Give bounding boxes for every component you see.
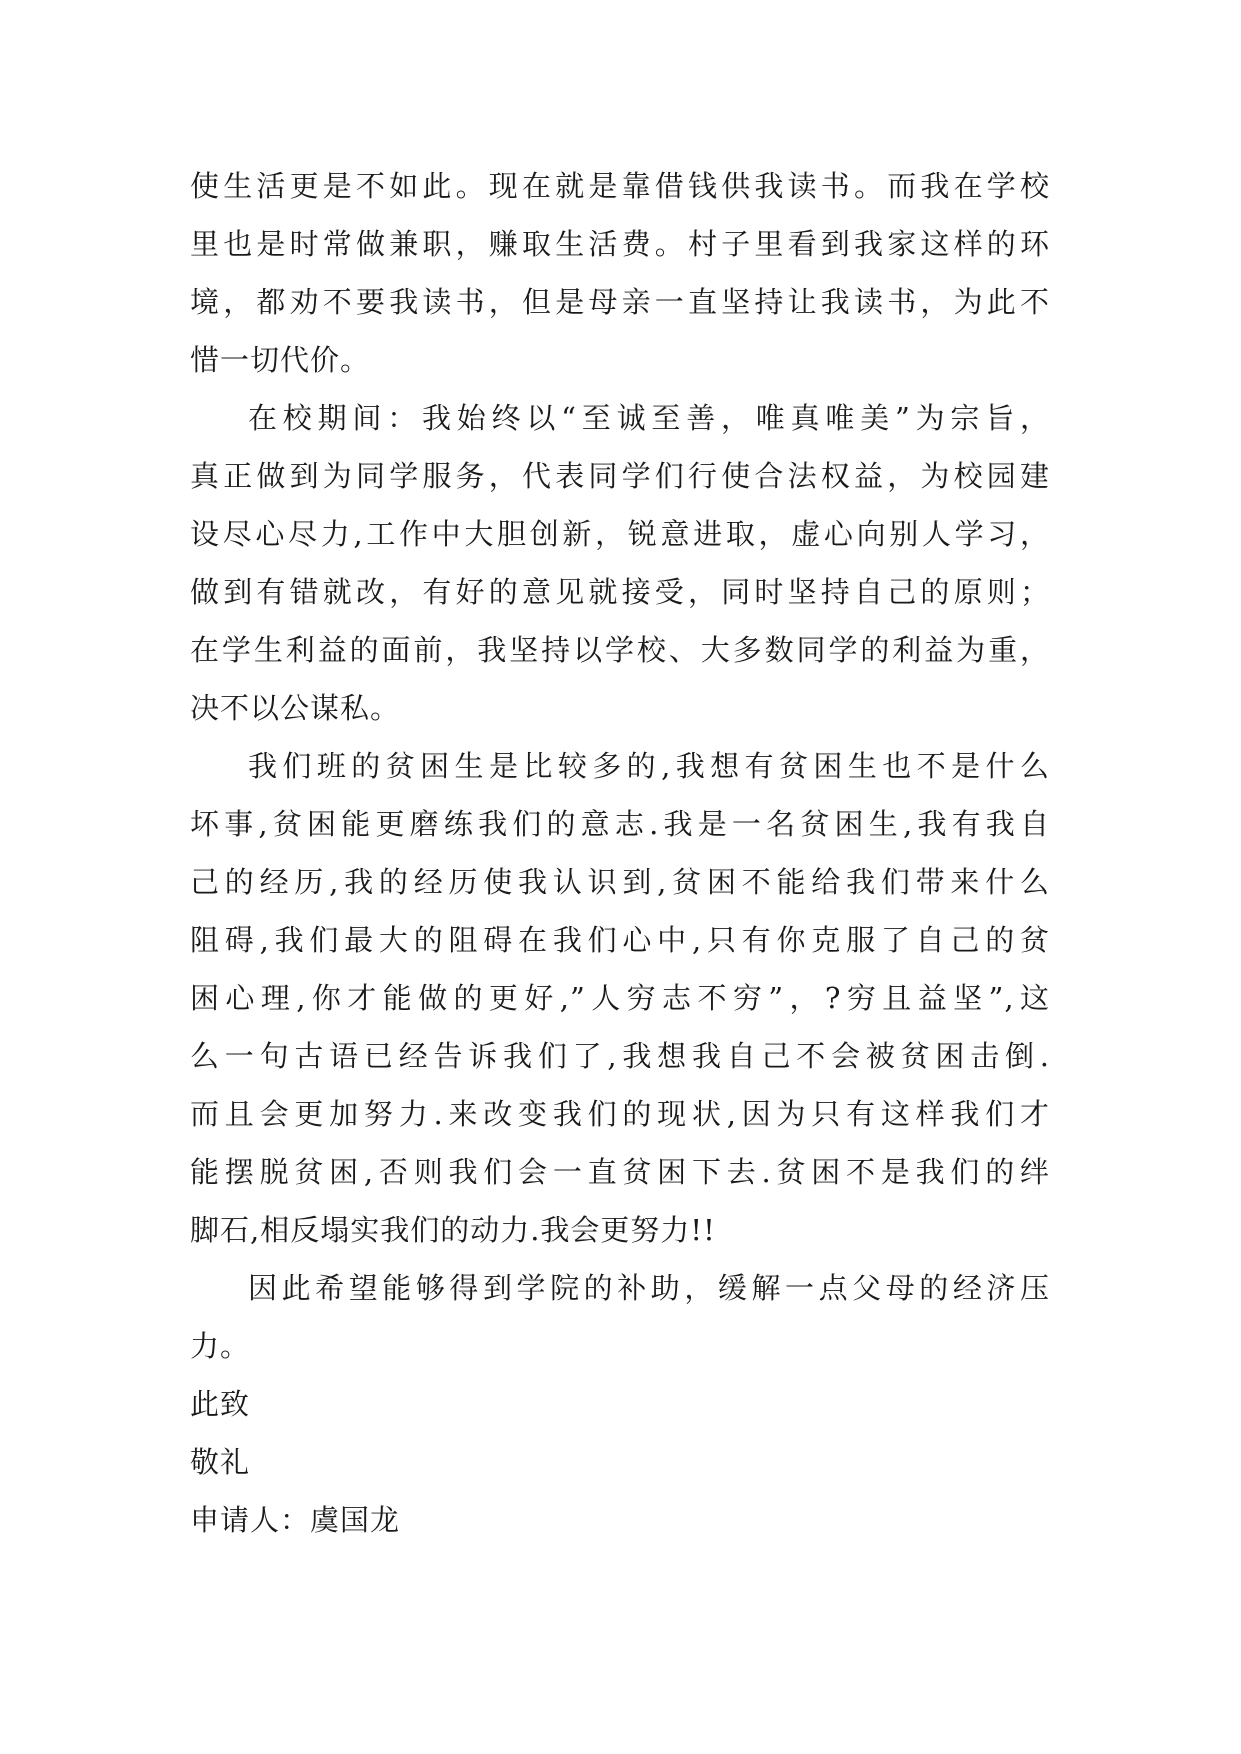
text-line: 能摆脱贫困,否则我们会一直贫困下去.贫困不是我们的绊 <box>190 1155 1050 1189</box>
text-line: 力。 <box>190 1329 251 1363</box>
applicant-signature: 申请人：虞国龙 <box>190 1503 401 1537</box>
text-line: 在学生利益的面前，我坚持以学校、大多数同学的利益为重， <box>190 633 1050 667</box>
paragraphs <box>190 157 1050 1375</box>
paragraph <box>190 389 1050 737</box>
closing-salutation-2: 敬礼 <box>190 1445 251 1479</box>
text-line: 么一句古语已经告诉我们了,我想我自己不会被贫困击倒. <box>190 1039 1050 1073</box>
text-line: 使生活更是不如此。现在就是靠借钱供我读书。而我在学校 <box>190 169 1050 203</box>
text-line: 在校期间：我始终以“至诚至善，唯真唯美”为宗旨， <box>248 401 1050 435</box>
text-line: 己的经历,我的经历使我认识到,贫困不能给我们带来什么 <box>190 865 1050 899</box>
text-line: 做到有错就改，有好的意见就接受，同时坚持自己的原则； <box>190 575 1050 609</box>
text-line: 坏事,贫困能更磨练我们的意志.我是一名贫困生,我有我自 <box>190 807 1050 841</box>
text-line: 里也是时常做兼职，赚取生活费。村子里看到我家这样的环 <box>190 227 1050 261</box>
paragraph <box>190 737 1050 1259</box>
text-line: 真正做到为同学服务，代表同学们行使合法权益，为校园建 <box>190 459 1050 493</box>
text-line: 决不以公谋私。 <box>190 691 401 725</box>
text-line: 脚石,相反塌实我们的动力.我会更努力!! <box>190 1213 716 1247</box>
text-line: 而且会更加努力.来改变我们的现状,因为只有这样我们才 <box>190 1097 1050 1131</box>
text-line: 境，都劝不要我读书，但是母亲一直坚持让我读书，为此不 <box>190 285 1050 319</box>
closing-salutation-1: 此致 <box>190 1387 251 1421</box>
text-line: 阻碍,我们最大的阻碍在我们心中,只有你克服了自己的贫 <box>190 923 1050 957</box>
letter-body <box>190 157 1050 1549</box>
text-line: 设尽心尽力,工作中大胆创新，锐意进取，虚心向别人学习， <box>190 517 1050 551</box>
paragraph <box>190 1259 1050 1375</box>
text-line: 我们班的贫困生是比较多的,我想有贫困生也不是什么 <box>248 749 1050 783</box>
text-line: 因此希望能够得到学院的补助，缓解一点父母的经济压 <box>248 1271 1050 1305</box>
text-line: 惜一切代价。 <box>190 343 371 377</box>
paragraph <box>190 157 1050 389</box>
text-line: 困心理,你才能做的更好,”人穷志不穷”，?穷且益坚”,这 <box>190 981 1050 1015</box>
